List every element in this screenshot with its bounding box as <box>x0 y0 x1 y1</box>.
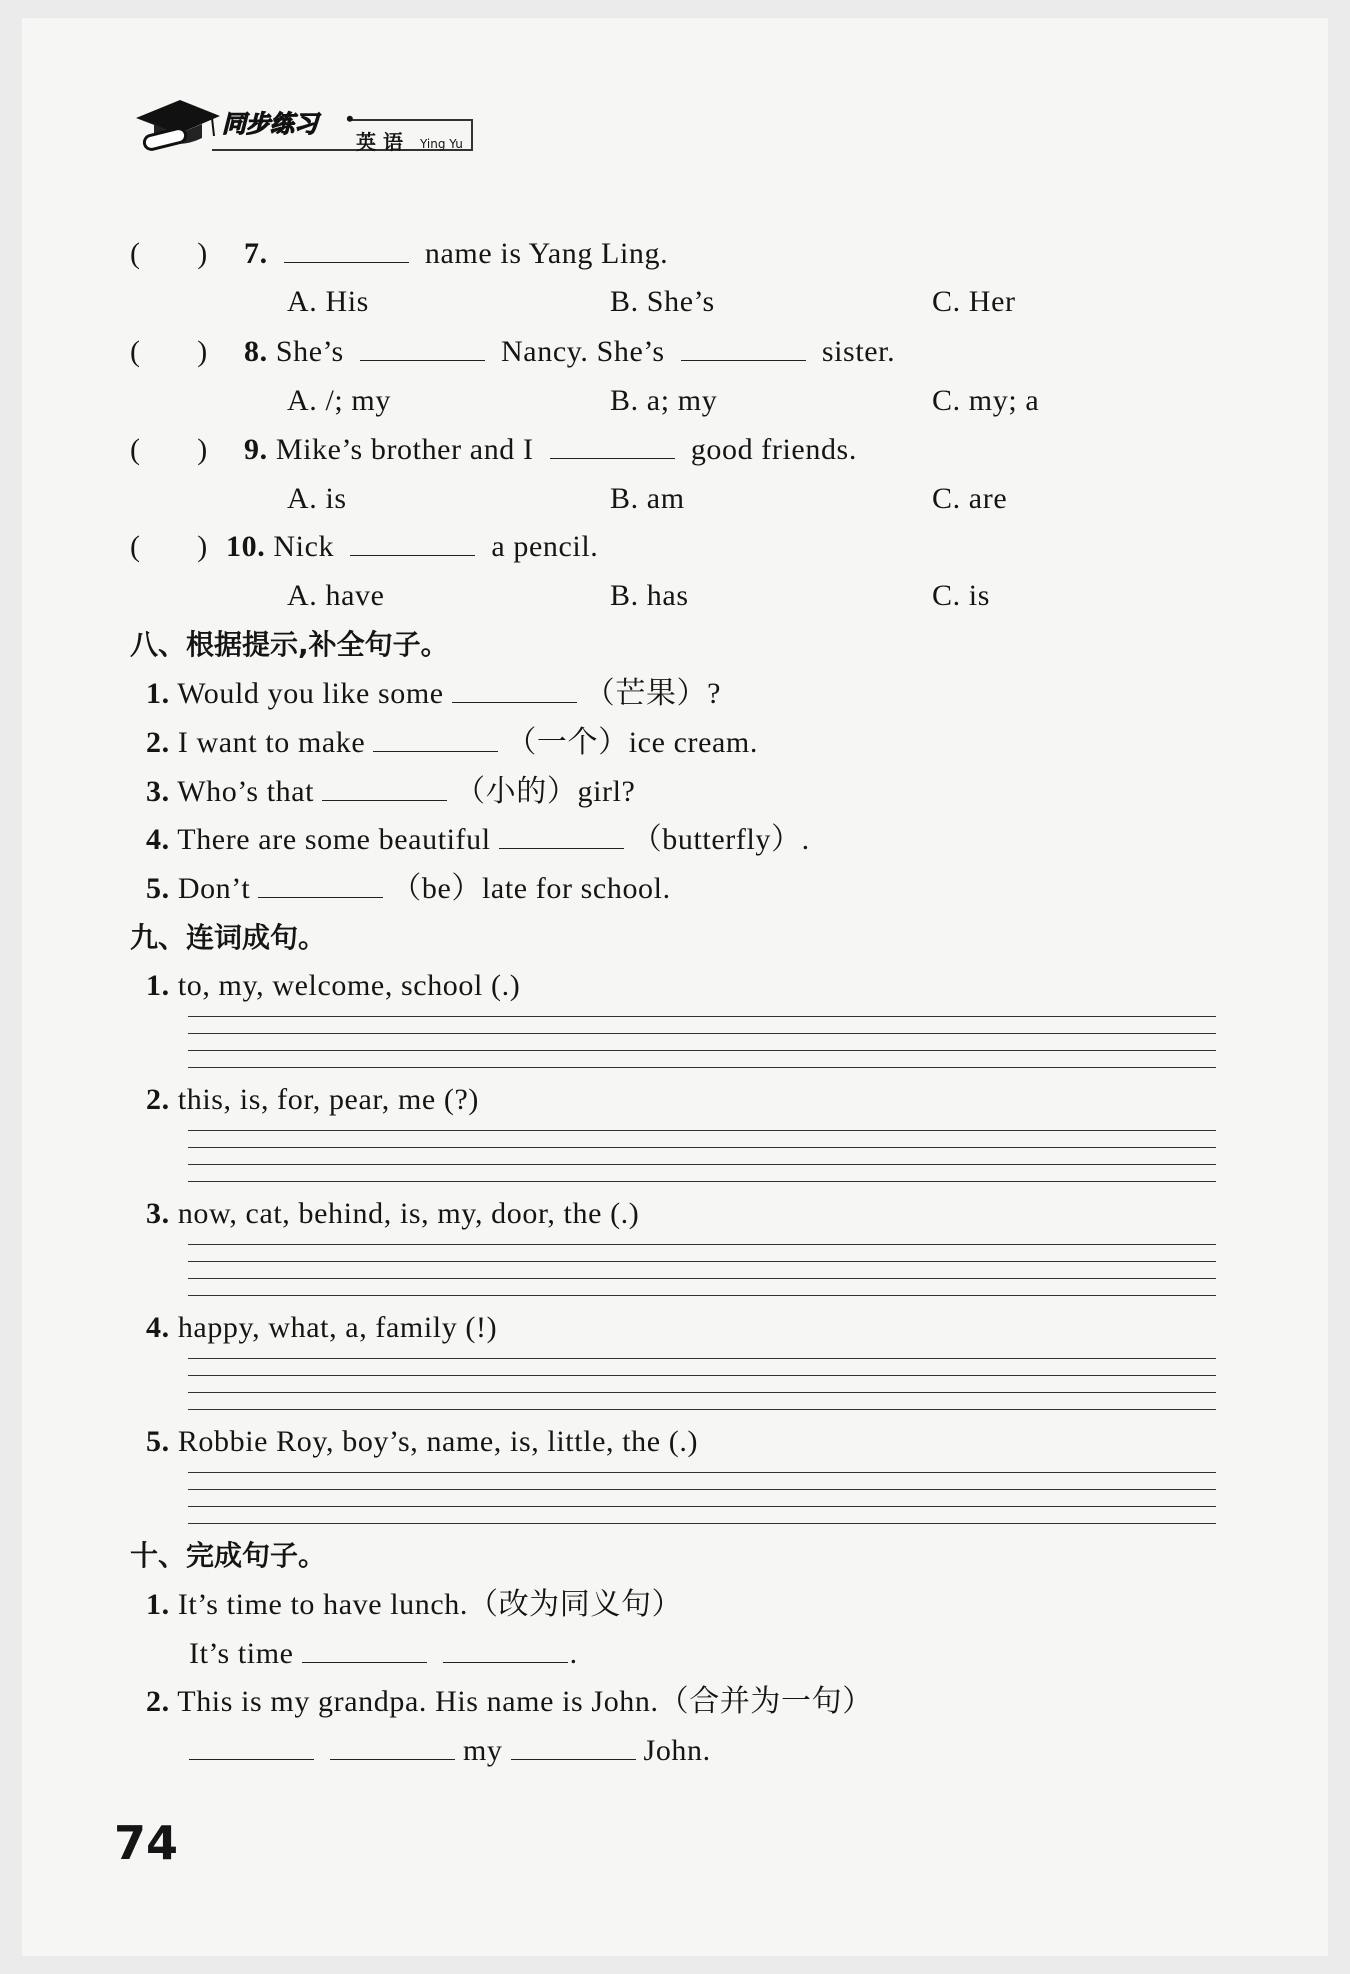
question-text: Nick <box>273 530 335 563</box>
answer-line <box>189 1636 578 1672</box>
answer-blank[interactable] <box>350 529 475 556</box>
page-number: 74 <box>114 1816 179 1870</box>
question-number: 9. <box>244 433 268 466</box>
option-c[interactable]: C. Her <box>932 285 1016 318</box>
answer-prefix: It’s time <box>189 1637 294 1670</box>
list-item <box>146 676 721 712</box>
item-text: Who’s that <box>177 775 315 808</box>
question-text: sister. <box>821 335 896 368</box>
answer-paren[interactable]: ( ) <box>130 237 208 270</box>
answer-blank[interactable] <box>330 1733 455 1760</box>
list-item <box>146 1684 873 1720</box>
answer-line <box>181 1733 711 1769</box>
item-number: 3. <box>146 1197 170 1230</box>
header-dot: • <box>346 106 354 131</box>
answer-blank[interactable] <box>189 1733 314 1760</box>
item-number: 5. <box>146 872 170 905</box>
section-title: 十、完成句子。 <box>130 1539 327 1572</box>
question-text: Nancy. She’s <box>501 335 665 368</box>
option-c[interactable]: C. my; a <box>932 384 1040 417</box>
list-item <box>146 1310 497 1346</box>
answer-blank[interactable] <box>302 1636 427 1663</box>
item-text: I want to make <box>177 726 366 759</box>
option-c[interactable]: C. are <box>932 482 1008 515</box>
option-b[interactable]: B. has <box>610 579 689 612</box>
item-words: to, my, welcome, school (.) <box>177 969 521 1002</box>
item-number: 1. <box>146 677 170 710</box>
question-text: a pencil. <box>491 530 599 563</box>
item-text: Don’t <box>177 872 251 905</box>
item-hint: （be）late for school. <box>391 872 671 905</box>
section-title: 九、连词成句。 <box>130 921 327 954</box>
question-number: 7. <box>244 237 268 270</box>
list-item <box>146 871 671 907</box>
answer-paren[interactable]: ( ) <box>130 530 208 563</box>
answer-paren[interactable]: ( ) <box>130 335 208 368</box>
item-number: 2. <box>146 1685 170 1718</box>
list-item <box>146 1587 682 1623</box>
answer-middle: my <box>463 1734 503 1767</box>
item-number: 4. <box>146 1311 170 1344</box>
item-hint: （butterfly）. <box>631 823 810 856</box>
question-number: 10. <box>226 530 266 563</box>
list-item <box>146 774 635 810</box>
header-pinyin: Ying Yu <box>420 137 463 151</box>
item-number: 5. <box>146 1425 170 1458</box>
item-words: happy, what, a, family (!) <box>177 1311 498 1344</box>
list-item <box>146 725 758 761</box>
option-b[interactable]: B. She’s <box>610 285 715 318</box>
option-b[interactable]: B. am <box>610 482 685 515</box>
header-subject: 英 语 <box>356 130 403 154</box>
answer-blank[interactable] <box>499 822 624 849</box>
list-item <box>146 1196 639 1232</box>
item-text: It’s time to have lunch.（改为同义句） <box>177 1588 683 1621</box>
list-item <box>146 1082 479 1118</box>
item-hint: （一个）ice cream. <box>506 726 758 759</box>
item-text: There are some beautiful <box>177 823 491 856</box>
answer-blank[interactable] <box>511 1733 636 1760</box>
item-number: 2. <box>146 726 170 759</box>
answer-blank[interactable] <box>360 334 485 361</box>
option-a[interactable]: A. is <box>287 482 347 515</box>
section-title: 八、根据提示,补全句子。 <box>130 628 449 661</box>
answer-paren[interactable]: ( ) <box>130 433 208 466</box>
option-a[interactable]: A. His <box>287 285 369 318</box>
question-text: name is Yang Ling. <box>424 237 669 270</box>
item-number: 1. <box>146 1588 170 1621</box>
option-b[interactable]: B. a; my <box>610 384 718 417</box>
item-hint: （芒果）? <box>584 677 722 710</box>
option-a[interactable]: A. have <box>287 579 385 612</box>
answer-blank[interactable] <box>452 676 577 703</box>
item-text: This is my grandpa. His name is John.（合并为一句） <box>177 1685 873 1718</box>
question-text: good friends. <box>690 433 857 466</box>
answer-blank[interactable] <box>258 871 383 898</box>
answer-blank[interactable] <box>373 725 498 752</box>
answer-suffix: . <box>569 1637 578 1670</box>
answer-blank[interactable] <box>284 236 409 263</box>
answer-suffix: John. <box>643 1734 711 1767</box>
question-text: She’s <box>275 335 344 368</box>
item-number: 2. <box>146 1083 170 1116</box>
list-item <box>146 968 520 1004</box>
answer-blank[interactable] <box>681 334 806 361</box>
option-c[interactable]: C. is <box>932 579 991 612</box>
question-text: Mike’s brother and I <box>275 433 534 466</box>
list-item <box>146 822 810 858</box>
item-text: Would you like some <box>177 677 444 710</box>
item-words: now, cat, behind, is, my, door, the (.) <box>177 1197 640 1230</box>
item-number: 1. <box>146 969 170 1002</box>
list-item <box>146 1424 698 1460</box>
item-words: Robbie Roy, boy’s, name, is, little, the (.) <box>177 1425 699 1458</box>
answer-blank[interactable] <box>550 432 675 459</box>
option-a[interactable]: A. /; my <box>287 384 391 417</box>
item-hint: （小的）girl? <box>455 775 636 808</box>
item-words: this, is, for, pear, me (?) <box>177 1083 480 1116</box>
question-number: 8. <box>244 335 268 368</box>
item-number: 3. <box>146 775 170 808</box>
answer-blank[interactable] <box>322 774 447 801</box>
header-title: 同步练习 <box>222 110 318 138</box>
item-number: 4. <box>146 823 170 856</box>
answer-blank[interactable] <box>443 1636 568 1663</box>
